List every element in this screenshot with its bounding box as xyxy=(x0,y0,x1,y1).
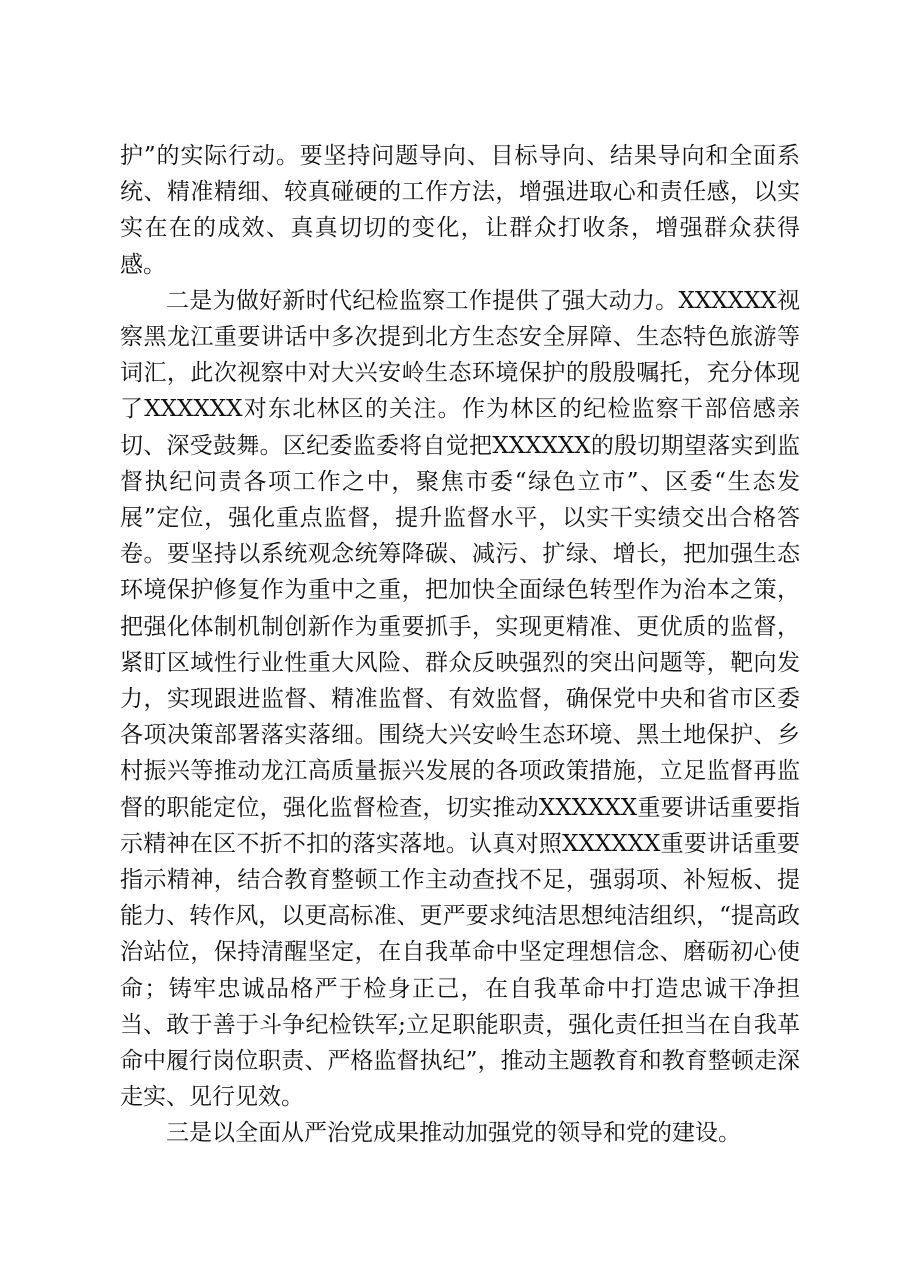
document-body xyxy=(120,138,800,1152)
paragraph-point-two: 二是为做好新时代纪检监察工作提供了强大动力。XXXXXX视察黑龙江重要讲话中多次提到北方生态安全屏障、生态特色旅游等词汇，此次视察中对大兴安岭生态环境保护的殷殷嘱托，充分体现了XXXXXX对东北林区的关注。作为林区的纪检监察干部倍感亲切、深受鼓舞。区纪委监委将自觉把XXXXXX的殷切期望落实到监督执纪问责各项工作之中，聚焦市委“绿色立市”、区委“生态发展”定位，强化重点监督，提升监督水平，以实干实绩交出合格答卷。要坚持以系统观念统筹降碳、减污、扩绿、增长，把加强生态环境保护修复作为重中之重，把加快全面绿色转型作为治本之策，把强化体制机制创新作为重要抓手，实现更精准、更优质的监督，紧盯区域性行业性重大风险、群众反映强烈的突出问题等，靶向发力，实现跟进监督、精准监督、有效监督，确保党中央和省市区委各项决策部署落实落细。围绕大兴安岭生态环境、黑土地保护、乡村振兴等推动龙江高质量振兴发展的各项政策措施，立足监督再监督的职能定位，强化监督检查，切实推动XXXXXX重要讲话重要指示精神在区不折不扣的落实落地。认真对照XXXXXX重要讲话重要指示精神，结合教育整顿工作主动查找不足，强弱项、补短板、提能力、转作风，以更高标准、更严要求纯洁思想纯洁组织，“提高政治站位，保持清醒坚定，在自我革命中坚定理想信念、磨砺初心使命；铸牢忠诚品格严于检身正己，在自我革命中打造忠诚干净担当、敢于善于斗争纪检铁军;立足职能职责，强化责任担当在自我革命中履行岗位职责、严格监督执纪”，推动主题教育和教育整顿走深走实、见行见效。 xyxy=(120,287,800,1111)
paragraph-continuation: 护”的实际行动。要坚持问题导向、目标导向、结果导向和全面系统、精准精细、较真碰硬的工作方法，增强进取心和责任感，以实实在在的成效、真真切切的变化，让群众打收条，增强群众获得感。 xyxy=(120,143,800,278)
paragraph-point-three: 三是以全面从严治党成果推动加强党的领导和党的建设。 xyxy=(166,1120,741,1147)
